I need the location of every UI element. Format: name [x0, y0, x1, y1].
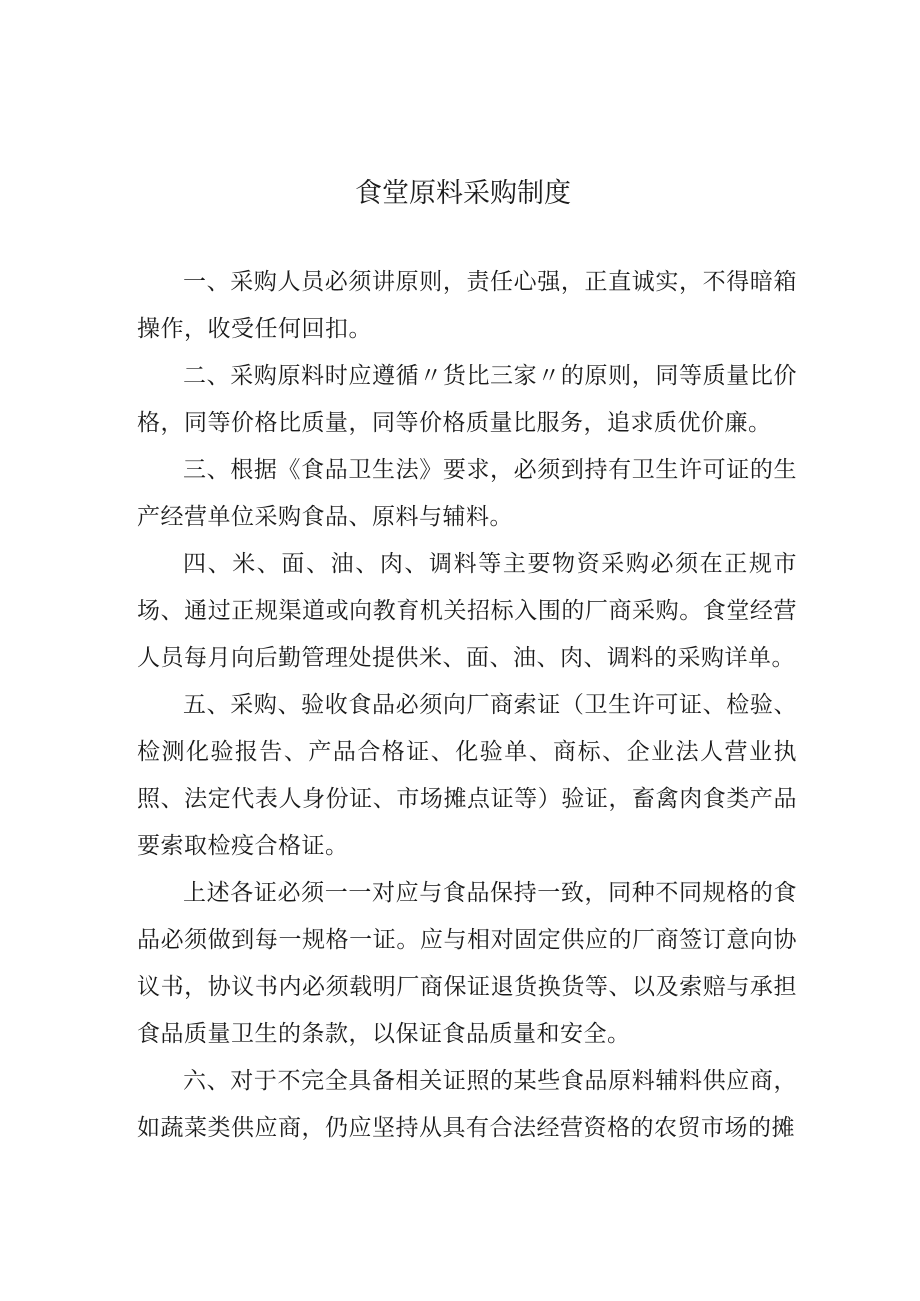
paragraph-6: 上述各证必须一一对应与食品保持一致，同种不同规格的食品必须做到每一规格一证。应与相对固定供应的厂商签订意向协议书，协议书内必须载明厂商保证退货换货等、以及索赔与承担食品质量卫生的条款，以保证食品质量和安全。: [137, 880, 797, 1047]
document-body: [137, 259, 797, 1152]
paragraph-4: 四、米、面、油、肉、调料等主要物资采购必须在正规市场、通过正规渠道或向教育机关招标入围的厂商采购。食堂经营人员每月向后勤管理处提供米、面、油、肉、调料的采购详单。: [137, 551, 797, 671]
paragraph-5: 五、采购、验收食品必须向厂商索证（卫生许可证、检验、检测化验报告、产品合格证、化验单、商标、企业法人营业执照、法定代表人身份证、市场摊点证等）验证，畜禽肉食类产品要索取检疫合格证。: [137, 692, 797, 859]
paragraph-7: 六、对于不完全具备相关证照的某些食品原料辅料供应商，如蔬菜类供应商，仍应坚持从具有合法经营资格的农贸市场的摊: [137, 1068, 797, 1141]
document-title: 食堂原料采购制度: [355, 178, 571, 209]
paragraph-1: 一、采购人员必须讲原则，责任心强，正直诚实，不得暗箱操作，收受任何回扣。: [137, 269, 797, 342]
paragraph-2: 二、采购原料时应遵循〃货比三家〃的原则，同等质量比价格，同等价格比质量，同等价格质量比服务，追求质优价廉。: [137, 363, 797, 436]
paragraph-3: 三、根据《食品卫生法》要求，必须到持有卫生许可证的生产经营单位采购食品、原料与辅料。: [137, 457, 797, 530]
